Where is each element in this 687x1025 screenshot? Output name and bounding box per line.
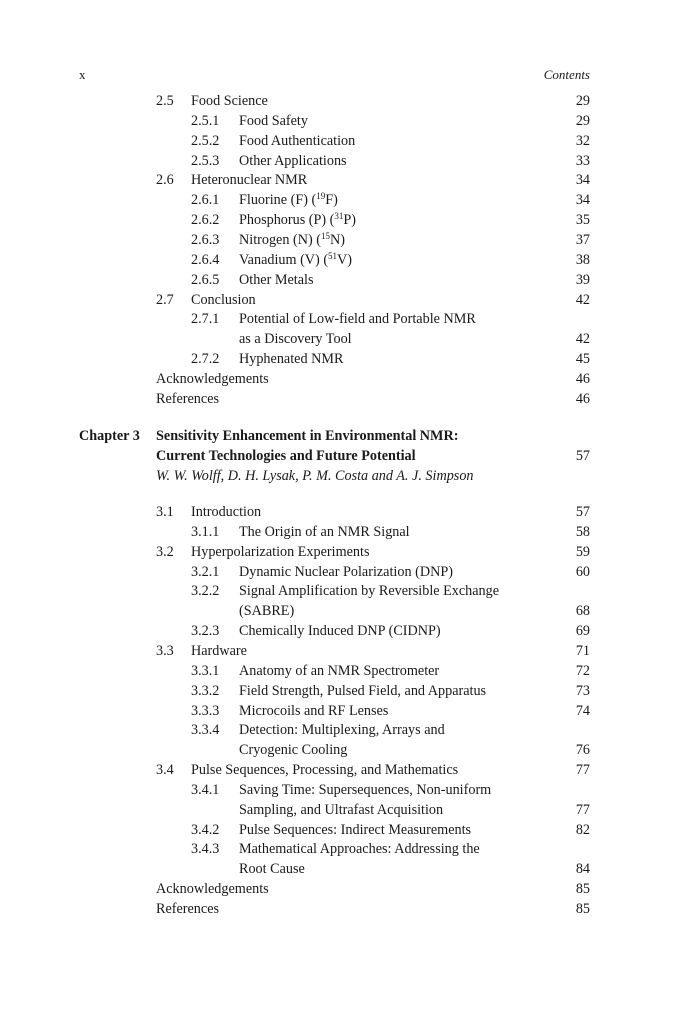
toc-entry-page: 46: [575, 370, 590, 387]
toc-entry-title: Fluorine (F) ($^{19}$F): [239, 191, 338, 209]
toc-entry-number: 2.6.2: [191, 212, 220, 229]
toc-entry-page: 42: [575, 291, 590, 308]
toc-entry-number: 3.2: [156, 543, 174, 560]
toc-entry-title: Heteronuclear NMR: [191, 172, 308, 189]
toc-entry-title: Other Applications: [239, 152, 347, 169]
toc-entry-title: Phosphorus (P) ($^{31}$P): [239, 211, 357, 229]
toc-entry-number: 2.6: [156, 172, 174, 189]
toc-entry-title: References: [156, 901, 220, 917]
chapter-label: Chapter 3: [79, 428, 140, 444]
isotope-superscript: 31: [334, 211, 344, 222]
chapter-page: 57: [575, 448, 590, 464]
chapter-title-line-2: Current Technologies and Future Potential: [156, 448, 416, 464]
isotope-superscript: 15: [320, 230, 330, 241]
toc-entry-number: 3.2.2: [191, 583, 220, 600]
toc-entry-page: 72: [575, 662, 590, 679]
toc-entry-title: Food Authentication: [239, 132, 356, 149]
toc-entry-title: Acknowledgements: [156, 370, 269, 387]
toc-entry-page: 76: [575, 742, 590, 759]
toc-entry-number: 3.4.1: [191, 781, 220, 798]
toc-entry-page: 38: [575, 251, 590, 268]
toc-entry-number: 3.3.2: [191, 682, 220, 699]
toc-entry-number: 3.2.1: [191, 563, 220, 580]
toc-entry-number: 2.7: [156, 291, 174, 308]
toc-entry-title: Sampling, and Ultrafast Acquisition: [239, 801, 444, 818]
toc-entry-number: 2.5.3: [191, 152, 220, 169]
toc-entry-number: 3.3.4: [191, 722, 220, 739]
toc-entry-page: 85: [575, 881, 590, 898]
toc-entry-title: Anatomy of an NMR Spectrometer: [239, 662, 440, 679]
toc-entry-title: Vanadium (V) ($^{51}$V): [239, 250, 353, 268]
running-title: Contents: [543, 67, 590, 82]
toc-entry-number: 3.2.3: [191, 623, 220, 640]
toc-entry-page: 85: [575, 901, 590, 917]
toc-entry-page: 46: [575, 390, 590, 407]
toc-entry-page: 59: [575, 543, 590, 560]
toc-entry-title: Saving Time: Supersequences, Non-uniform: [239, 781, 492, 798]
toc-entry-number: 3.1: [156, 504, 174, 520]
toc-entry-title: Microcoils and RF Lenses: [239, 702, 389, 719]
chapter-title-line-1: Sensitivity Enhancement in Environmental NMR:: [156, 428, 459, 444]
toc-entry-page: 73: [575, 682, 590, 699]
toc-entry-page: 82: [575, 821, 590, 838]
toc-entry-number: 3.4.3: [191, 841, 220, 858]
chapter-authors: W. W. Wolff, D. H. Lysak, P. M. Costa and A. J. Simpson: [156, 468, 474, 484]
toc-entry-page: 34: [575, 192, 590, 209]
toc-entry-number: 3.3.1: [191, 662, 220, 679]
toc-entry-number: 3.4: [156, 762, 174, 779]
toc-entry-number: 2.6.4: [191, 251, 220, 268]
toc-entry-page: 37: [575, 231, 590, 248]
toc-entry-title: Acknowledgements: [156, 881, 269, 898]
toc-entry-page: 69: [575, 623, 590, 640]
toc-entry-page: 84: [575, 861, 590, 878]
toc-entry-page: 39: [575, 271, 590, 288]
toc-entry-title: as a Discovery Tool: [239, 331, 352, 348]
toc-entry-page: 71: [575, 642, 590, 659]
toc-entry-number: 2.7.2: [191, 351, 220, 368]
toc-entry-page: 29: [575, 93, 590, 109]
toc-entry-number: 2.7.1: [191, 311, 220, 328]
toc-entry-title: Signal Amplification by Reversible Exchange: [239, 583, 500, 600]
toc-entry-title: Field Strength, Pulsed Field, and Apparatus: [239, 682, 487, 699]
toc-entry-title: Introduction: [191, 504, 262, 520]
toc-entry-title: Food Safety: [239, 112, 308, 129]
toc-entry-page: 33: [575, 152, 590, 169]
toc-entry-title: Food Science: [191, 93, 268, 109]
toc-entry-page: 29: [575, 112, 590, 129]
toc-entry-page: 77: [575, 762, 590, 779]
toc-entry-title: Conclusion: [191, 291, 256, 308]
toc-entry-title: Nitrogen (N) ($^{15}$N): [239, 230, 345, 248]
toc-entry-number: 3.3: [156, 642, 174, 659]
toc-entry-page: 60: [575, 563, 590, 580]
toc-entry-page: 34: [575, 172, 590, 189]
toc-entry-page: 68: [575, 603, 590, 620]
toc-entry-number: 2.5: [156, 93, 174, 109]
toc-entry-page: 32: [575, 132, 590, 149]
toc-entry-page: 57: [575, 504, 590, 520]
toc-entry-number: 3.1.1: [191, 523, 220, 540]
toc-entry-title: Pulse Sequences: Indirect Measurements: [239, 821, 472, 838]
isotope-superscript: 19: [316, 191, 326, 202]
toc-entry-title: (SABRE): [239, 603, 295, 620]
toc-entry-title: Dynamic Nuclear Polarization (DNP): [239, 563, 453, 580]
page-number: x: [79, 67, 86, 82]
toc-entry-number: 2.5.2: [191, 132, 220, 149]
toc-entry-title: Pulse Sequences, Processing, and Mathematics: [191, 762, 459, 779]
toc-entry-title: The Origin of an NMR Signal: [239, 523, 410, 540]
toc-entry-title: Other Metals: [239, 271, 314, 288]
toc-entry-number: 2.6.3: [191, 231, 220, 248]
toc-entry-number: 3.3.3: [191, 702, 220, 719]
toc-entry-number: 3.4.2: [191, 821, 220, 838]
toc-entry-title: Mathematical Approaches: Addressing the: [239, 841, 480, 858]
toc-entry-page: 77: [575, 801, 590, 818]
toc-entry-title: Root Cause: [239, 861, 305, 878]
toc-entry-title: Potential of Low-field and Portable NMR: [239, 311, 476, 328]
toc-entry-page: 35: [575, 212, 590, 229]
toc-entry-title: Hardware: [191, 642, 247, 659]
toc-entry-page: 42: [575, 331, 590, 348]
toc-entry-title: Cryogenic Cooling: [239, 742, 348, 759]
toc-entry-page: 45: [575, 351, 590, 368]
toc-entry-title: Chemically Induced DNP (CIDNP): [239, 623, 441, 640]
toc-entry-page: 58: [575, 523, 590, 540]
toc-entry-title: References: [156, 390, 220, 407]
toc-entry-page: 74: [575, 702, 590, 719]
isotope-superscript: 51: [328, 250, 338, 261]
toc-entry-title: Detection: Multiplexing, Arrays and: [239, 722, 445, 739]
toc-entry-title: Hyphenated NMR: [239, 351, 344, 368]
toc-entry-title: Hyperpolarization Experiments: [191, 543, 370, 560]
toc-entry-number: 2.5.1: [191, 112, 220, 129]
toc-entry-number: 2.6.1: [191, 192, 220, 209]
toc-entry-number: 2.6.5: [191, 271, 220, 288]
